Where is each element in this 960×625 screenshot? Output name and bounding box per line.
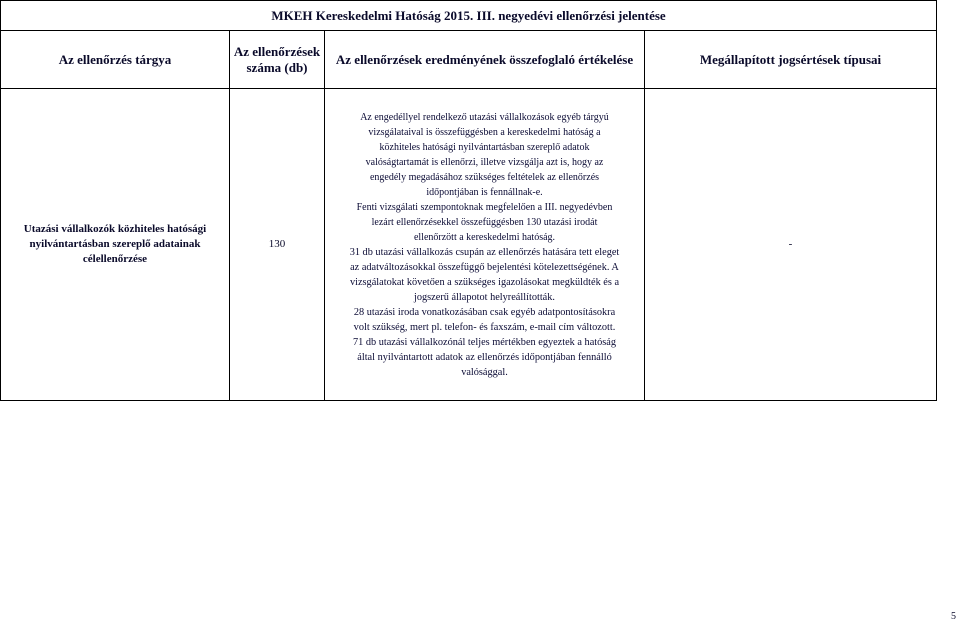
header-count [230, 31, 325, 89]
summary-line: engedély megadásához szükséges feltételek az ellenőrzés [369, 171, 600, 183]
summary-line: Fenti vizsgálati szempontoknak megfelelően a III. negyedévben [356, 201, 613, 213]
summary-line: közhiteles hatósági nyilvántartásban szereplő adatok [379, 141, 590, 153]
header-count-line1: Az ellenőrzések [233, 43, 321, 59]
summary-line: 71 db utazási vállalkozónál teljes mértékben egyeztek a hatóság [352, 336, 617, 348]
summary-line: ellenőrzött a kereskedelmi hatóság. [413, 231, 556, 243]
title-row [1, 1, 937, 31]
header-row [1, 31, 937, 89]
header-summary: Az ellenőrzések eredményének összefoglaló értékelése [325, 31, 645, 89]
summary-line: 31 db utazási vállalkozás csupán az ellenőrzés hatására tett eleget [349, 246, 620, 258]
summary-line: vizsgálatokat követően a szükséges igazolásokat megküldték és a [349, 276, 620, 288]
header-count-line2: száma (db) [246, 59, 308, 75]
summary-line: az adatváltozásokkal összefüggő bejelentési kötelezettségének. A [350, 261, 619, 273]
page-number: 5 [951, 611, 956, 622]
header-subject: Az ellenőrzés tárgya [1, 31, 230, 89]
summary-cell [325, 89, 645, 401]
summary-line: valósággal. [461, 366, 508, 378]
table-row [1, 89, 937, 401]
summary-line: valóságtartamát is ellenőrzi, illetve vizsgálja azt is, hogy az [365, 156, 604, 168]
summary-line: 28 utazási iroda vonatkozásában csak egyéb adatpontosításokra [353, 306, 616, 318]
header-violations: Megállapított jogsértések típusai [645, 31, 937, 89]
count-cell: 130 [230, 89, 325, 401]
summary-line: időpontjában is fennállnak-e. [426, 186, 543, 198]
report-title: MKEH Kereskedelmi Hatóság 2015. III. negyedévi ellenőrzési jelentése [1, 1, 937, 31]
summary-line: vizsgálataival is összefüggésben a kereskedelmi hatóság a [368, 126, 601, 138]
subject-cell: Utazási vállalkozók közhiteles hatósági nyilvántartásban szereplő adatainak célellenőrzése [1, 89, 230, 401]
summary-line: lezárt ellenőrzésekkel összefüggésben 130 utazási irodát [371, 216, 598, 228]
summary-line: által nyilvántartott adatok az ellenőrzés időpontjában fennálló [357, 351, 612, 363]
summary-line: volt szükség, mert pl. telefon- és faxszám, e-mail cím változott. [353, 321, 616, 333]
summary-line: jogszerű állapotot helyreállították. [414, 291, 555, 303]
violations-cell: - [645, 89, 937, 401]
summary-line: Az engedéllyel rendelkező utazási vállalkozások egyéb tárgyú [360, 111, 609, 123]
